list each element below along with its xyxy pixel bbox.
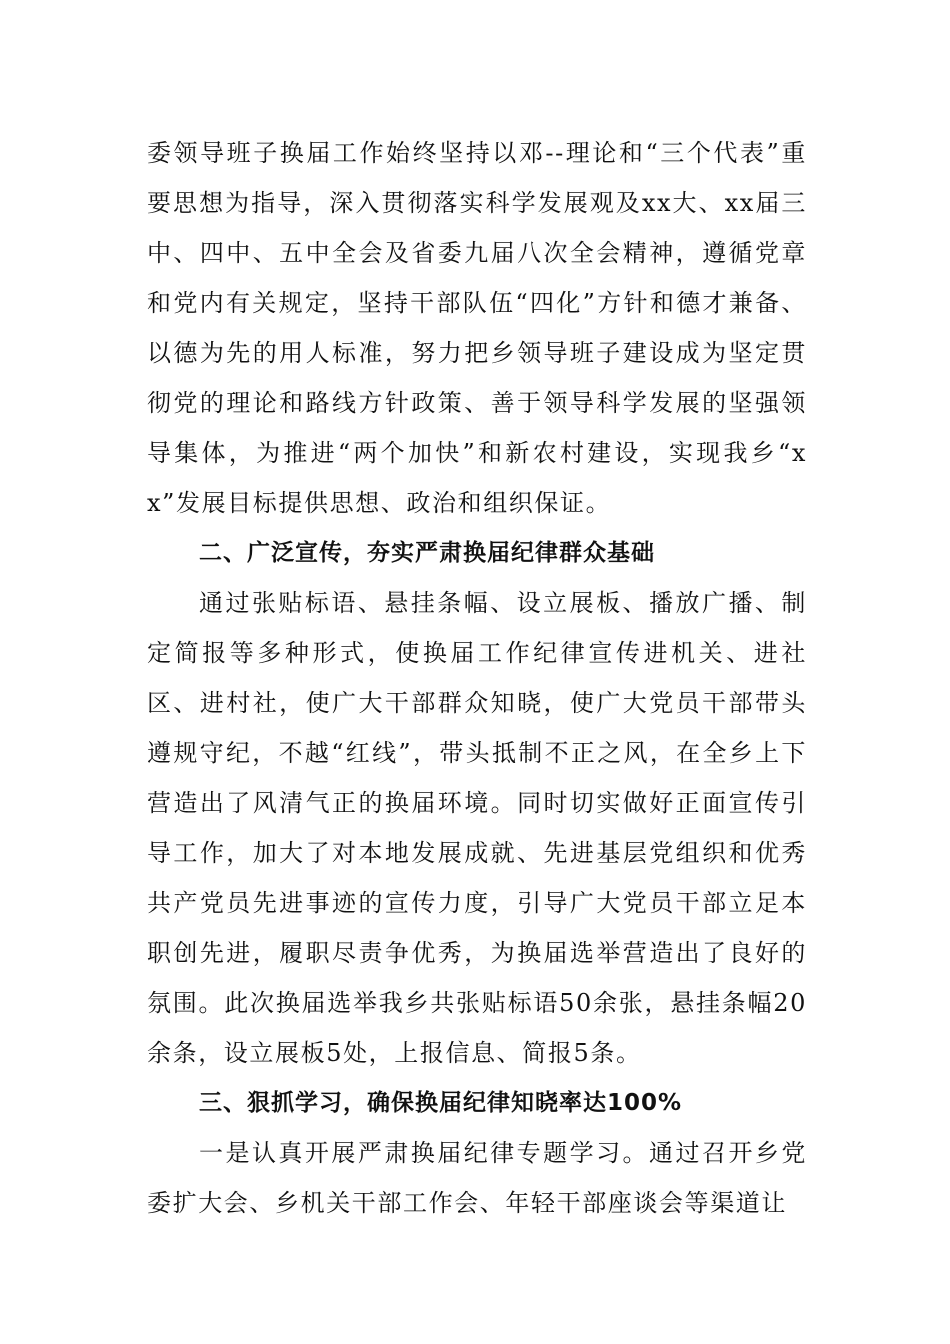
section-heading-3: 三、狠抓学习，确保换届纪律知晓率达100% [199,1090,683,1116]
body-paragraph-continued: 委领导班子换届工作始终坚持以邓--理论和“三个代表”重要思想为指导，深入贯彻落实科学发展观及xx大、xx届三中、四中、五中全会及省委九届八次全会精神，遵循党章和党内有关规定，坚持干部队伍“四化”方针和德才兼备、以德为先的用人标准，努力把乡领导班子建设成为坚定贯彻党的理论和路线方针政策、善于领导科学发展的坚强领导集体，为推进“两个加快”和新农村建设，实现我乡“xx”发展目标提供思想、政治和组织保证。 [147,139,807,517]
section-heading-2: 二、广泛宣传，夯实严肃换届纪律群众基础 [199,540,655,566]
body-paragraph-publicity: 通过张贴标语、悬挂条幅、设立展板、播放广播、制定简报等多种形式，使换届工作纪律宣传进机关、进社区、进村社，使广大干部群众知晓，使广大党员干部带头遵规守纪，不越“红线”，带头抵制不正之风，在全乡上下营造出了风清气正的换届环境。同时切实做好正面宣传引导工作，加大了对本地发展成就、先进基层党组织和优秀共产党员先进事迹的宣传力度，引导广大党员干部立足本职创先进，履职尽责争优秀，为换届选举营造出了良好的氛围。此次换届选举我乡共张贴标语50余张，悬挂条幅20余条，设立展板5处，上报信息、简报5条。 [147,589,807,1067]
document-body [147,128,807,1228]
body-paragraph-study: 一是认真开展严肃换届纪律专题学习。通过召开乡党委扩大会、乡机关干部工作会、年轻干部座谈会等渠道让 [147,1139,807,1217]
